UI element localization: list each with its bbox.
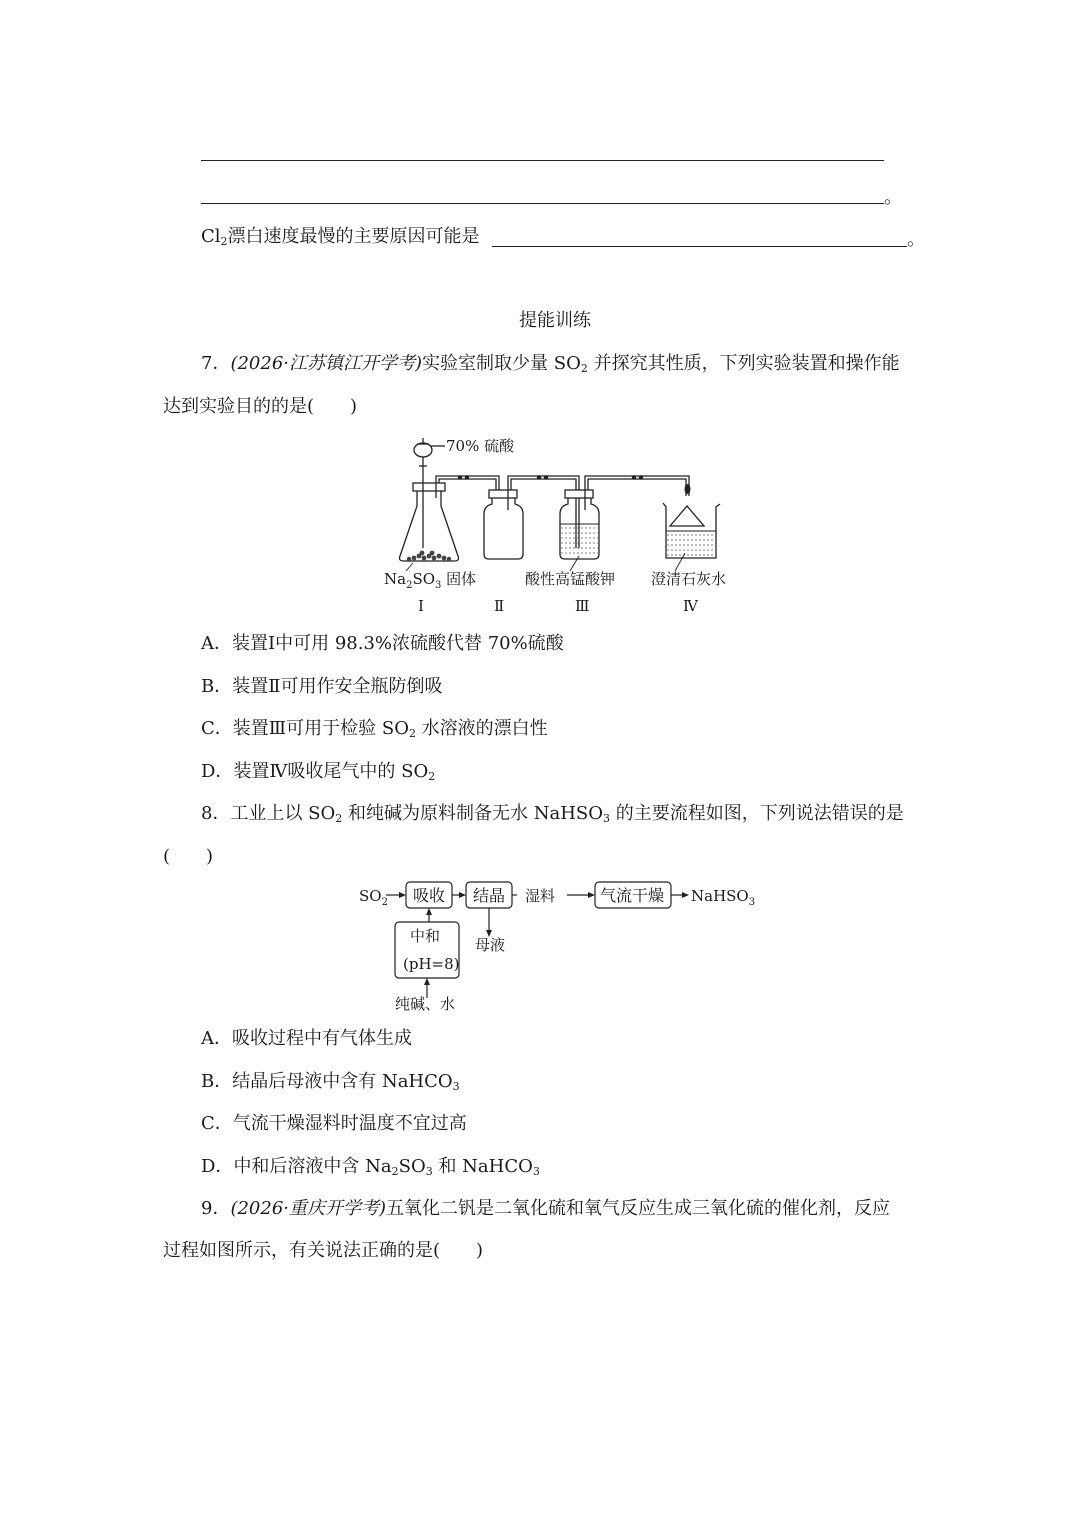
na2so3-solid (407, 551, 451, 562)
q9-source: (2026·重庆开学考) (230, 1198, 387, 1219)
kmno4-label: 酸性高锰酸钾 (525, 570, 616, 588)
flow-product: NaHSO$_3$ (691, 887, 755, 908)
q9-stem-line-1: 9．(2026·重庆开学考)五氧化二钒是二氧化硫和氧气反应生成三氧化硫的催化剂，反应 (201, 1198, 891, 1219)
q9-stem-line-2: 过程如图所示，有关说法正确的是( ) (163, 1240, 484, 1261)
bottle-II-stopper (489, 490, 517, 498)
roman-label-III: Ⅲ (575, 597, 590, 615)
cl-symbol: Cl (201, 226, 221, 247)
q7-number: 7． (201, 353, 231, 374)
q7-stem-line-1 (201, 352, 900, 376)
flow-mother-liquor: 母液 (475, 936, 506, 954)
answer-line-3-end-mark: 。 (907, 229, 925, 250)
acid-label: 70% 硫酸 (446, 437, 515, 455)
q8-stem-line-2: ( ) (163, 846, 214, 867)
cl2-question-text: 漂白速度最慢的主要原因可能是 (227, 226, 480, 247)
q8-option-b: B．结晶后母液中含有 NaHCO$_3$ (201, 1071, 460, 1093)
flow-absorb-label: 吸收 (413, 886, 446, 905)
flow-neutral-label-1: 中和 (410, 927, 441, 945)
flow-dry-label: 气流干燥 (600, 886, 665, 905)
flask-I-stopper (413, 483, 445, 491)
q7-option-b: B．装置Ⅱ可用作安全瓶防倒吸 (201, 676, 443, 697)
limewater-label: 澄清石灰水 (651, 570, 727, 588)
q8-flow-diagram (355, 878, 755, 1018)
q7-source: (2026·江苏镇江开学考) (230, 353, 423, 374)
section-title: 提能训练 (519, 310, 591, 331)
flow-wet-label: 湿料 (525, 887, 556, 905)
q7-stem-b: 并探究其性质，下列实验装置和操作能 (587, 353, 900, 374)
flask-I (400, 490, 459, 561)
q9-number: 9． (201, 1198, 231, 1219)
answer-blank-line-2 (201, 203, 884, 204)
flow-crystal-label: 结晶 (473, 886, 506, 905)
bottle-III-stopper (565, 490, 593, 498)
answer-blank-line-1 (201, 160, 884, 161)
answer-line-2-end-mark: 。 (884, 187, 902, 208)
q7-option-d: D．装置Ⅳ吸收尾气中的 $SO_2$ (201, 761, 436, 783)
q7-option-c: C．装置Ⅲ可用于检验 $SO_2$ 水溶液的漂白性 (201, 718, 548, 740)
flow-input: 纯碱、水 (395, 995, 456, 1013)
cl-subscript: 2 (220, 235, 228, 248)
q8-option-d: D．中和后溶液中含 $Na_2SO_3$ 和 NaHCO$_3$ (201, 1156, 540, 1178)
separatory-funnel-bulb (414, 443, 432, 457)
q8-option-c: C．气流干燥湿料时温度不宜过高 (201, 1113, 467, 1134)
answer-blank-line-3 (492, 246, 907, 247)
q8-option-a: A．吸收过程中有气体生成 (201, 1028, 412, 1049)
q7-stem-line-2: 达到实验目的的是( ) (163, 396, 358, 417)
q7-stem-a: 实验室制取少量 SO (422, 353, 581, 374)
roman-label-II: Ⅱ (494, 597, 505, 615)
roman-label-IV: Ⅳ (683, 597, 698, 615)
cl2-question-prefix (201, 225, 480, 249)
q8-number: 8． (201, 803, 231, 824)
solid-label: $Na_2SO_3$ 固体 (384, 570, 477, 591)
roman-label-I: Ⅰ (418, 597, 424, 615)
bottle-II (484, 498, 523, 559)
inverted-funnel (670, 506, 704, 526)
flow-so2: $SO_2$ (359, 887, 388, 908)
q7-apparatus-figure (370, 428, 750, 620)
q7-option-a: A．装置Ⅰ中可用 98.3%浓硫酸代替 70%硫酸 (201, 633, 564, 654)
q8-stem-line-1: 8．工业上以 $SO_2$ 和纯碱为原料制备无水 NaHSO$_3$ 的主要流程如图，下列说法错误的是 (201, 803, 904, 825)
flow-neutral-label-2: (pH=8) (403, 955, 460, 973)
q7-stem-sub: 2 (580, 362, 588, 375)
